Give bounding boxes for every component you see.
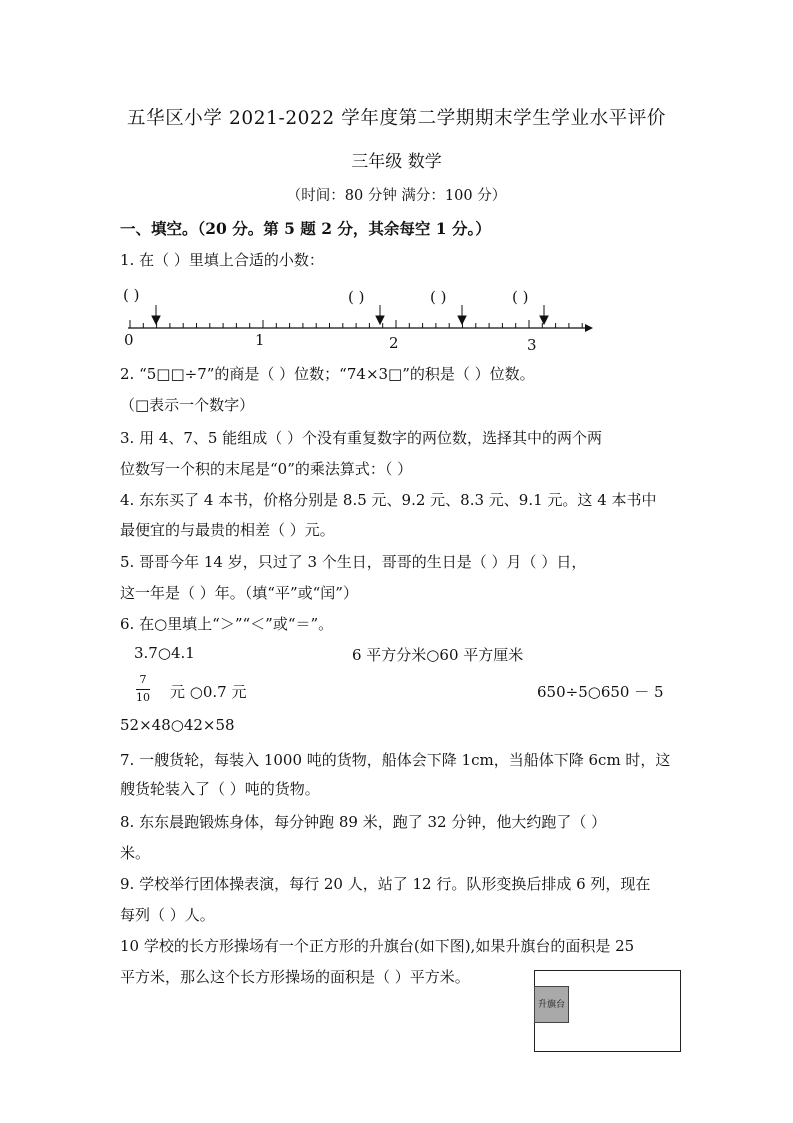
question-4-line2: 最便宜的与最贵的相差（ ）元。 [120,521,335,539]
page-subtitle: 三年级 数学 [351,152,442,172]
question-6-b: 6 平方分米○60 平方厘米 [352,646,524,664]
blank-paren: ( ) [512,288,529,306]
question-2-line1: 2. “5□□÷7”的商是（ ）位数；“74×3□”的积是（ ）位数。 [120,365,535,383]
axis-label-1: 1 [255,331,265,349]
question-2-line2: （□表示一个数字） [120,396,255,414]
fraction-denominator: 10 [136,691,150,704]
question-10-line2: 平方米，那么这个长方形操场的面积是（ ）平方米。 [120,968,470,986]
question-5-line1: 5. 哥哥今年 14 岁，只过了 3 个生日，哥哥的生日是（ ）月（ ）日， [120,553,587,571]
question-6-d: 650÷5○650 － 5 [537,683,664,701]
blank-paren: ( ) [430,288,447,306]
question-7-line2: 艘货轮装入了（ ）吨的货物。 [120,780,320,798]
axis-label-2: 2 [389,334,399,352]
arrow-down-icon [376,316,384,324]
question-1: 1. 在（ ）里填上合适的小数： [120,251,324,269]
blank-paren: ( ) [123,286,140,304]
axis-arrow-icon [585,324,593,332]
question-6-line1: 6. 在○里填上“＞”“＜”或“＝”。 [120,615,334,633]
number-line-figure [0,0,793,360]
blank-paren: ( ) [348,288,365,306]
question-9-line2: 每列（ ）人。 [120,906,215,924]
question-6-a: 3.7○4.1 [134,644,195,662]
question-4-line1: 4. 东东买了 4 本书，价格分别是 8.5 元、9.2 元、8.3 元、9.1 元。这 4 本书中 [120,491,657,509]
arrow-down-icon [540,316,548,324]
fraction-numerator: 7 [139,673,147,686]
question-6-e: 52×48○42×58 [120,716,235,734]
question-8-line1: 8. 东东晨跑锻炼身体，每分钟跑 89 米，跑了 32 分钟，他大约跑了（ ） [120,813,607,831]
page-title: 五华区小学 2021-2022 学年度第二学期期末学生学业水平评价 [127,108,666,129]
flag-platform: 升旗台 [534,986,569,1023]
question-8-line2: 米。 [120,844,151,862]
arrow-down-icon [458,316,466,324]
question-3-line1: 3. 用 4、7、5 能组成（ ）个没有重复数字的两位数，选择其中的两个两 [120,429,603,447]
question-3-line2: 位数写一个积的末尾是“0”的乘法算式：（ ） [120,460,413,478]
question-9-line1: 9. 学校举行团体操表演，每行 20 人，站了 12 行。队形变换后排成 6 列，现在 [120,875,651,893]
axis-label-0: 0 [124,331,134,349]
section-heading: 一、填空。（20 分。第 5 题 2 分，其余每空 1 分。） [120,219,491,238]
question-7-line1: 7. 一艘货轮，每装入 1000 吨的货物，船体会下降 1cm，当船体下降 6cm 时，这 [120,751,671,769]
question-10-line1: 10 学校的长方形操场有一个正方形的升旗台(如下图),如果升旗台的面积是 25 [120,937,635,955]
arrow-down-icon [152,316,160,324]
axis-label-3: 3 [527,336,537,354]
time-info: （时间：80 分钟 满分：100 分） [286,188,507,204]
question-6-c: 元 ○0.7 元 [170,683,247,701]
question-5-line2: 这一年是（ ）年。（填“平”或“闰”） [120,584,358,602]
